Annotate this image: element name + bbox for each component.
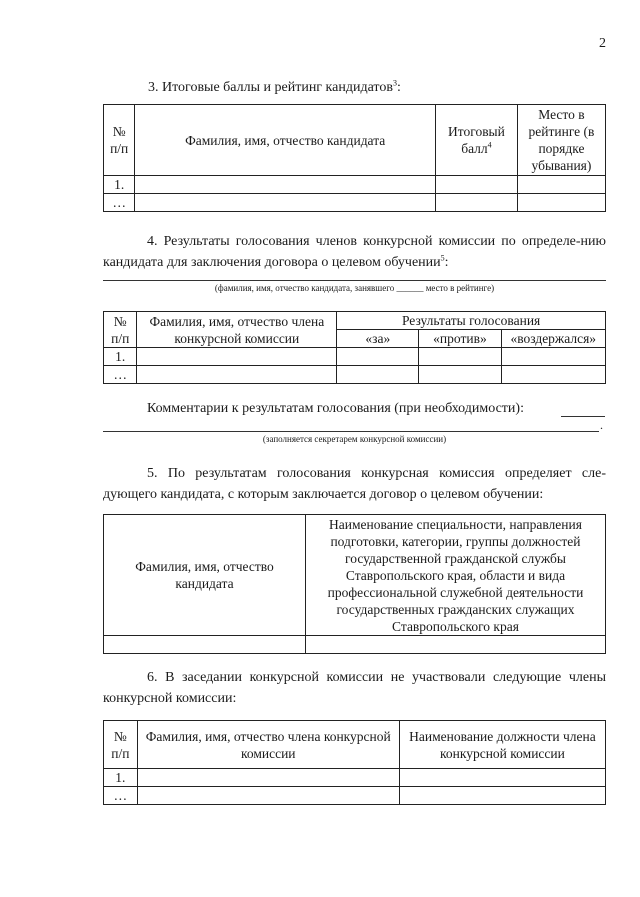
line-end-dot: . (600, 418, 603, 432)
table-row (104, 348, 606, 366)
footnote-ref-4: 4 (487, 140, 492, 150)
section-3-title-text: 3. Итоговые баллы и рейтинг кандидатов (148, 80, 393, 95)
col-header-for: «за» (337, 330, 419, 348)
comments-line (103, 431, 599, 432)
col-header-against: «против» (419, 330, 501, 348)
section-4-text-colon: : (444, 255, 449, 270)
col-header-num: № п/п (104, 105, 135, 176)
col-header-member: Фамилия, имя, отчество члена конкурсной комиссии (137, 721, 399, 769)
comments-caption: (заполняется секретарем конкурсной комиссии) (262, 434, 447, 444)
section-4-text-body: 4. Результаты голосования членов конкурсной комиссии по определе-нию кандидата для заключения договора о целевом обучении (103, 234, 606, 270)
col-header-num: № п/п (104, 312, 137, 348)
row-num: 1. (104, 176, 135, 194)
ratings-table (103, 104, 606, 212)
section-3-title (148, 78, 401, 98)
absent-members-table (103, 720, 606, 805)
col-header-specialty: Наименование специальности, направления подготовки, категории, группы должностей государственной гражданской службы Ставропольского края, области и вида профессиональной служебной деятельности государственных гражданских служащих Ставропольского края (306, 515, 606, 636)
table-row (104, 787, 606, 805)
col-header-candidate: Фамилия, имя, отчество кандидата (104, 515, 306, 636)
footnote-ref-3: 3 (392, 78, 397, 88)
col-header-place: Место в рейтинге (в порядке убывания) (517, 105, 605, 176)
row-num: … (104, 787, 138, 805)
row-num: 1. (104, 769, 138, 787)
section-3-title-colon: : (396, 80, 401, 95)
page-number: 2 (599, 36, 606, 51)
section-4-text (103, 231, 606, 273)
row-num: 1. (104, 348, 137, 366)
row-num: … (104, 366, 137, 384)
col-header-results: Результаты голосования (337, 312, 606, 330)
voting-table (103, 311, 606, 384)
table-row (104, 769, 606, 787)
row-num: … (104, 194, 135, 212)
col-header-score (435, 105, 517, 176)
table-row (104, 636, 606, 654)
col-header-abstain: «воздержался» (501, 330, 605, 348)
footnote-ref-5: 5 (440, 253, 445, 263)
section-6-text: 6. В заседании конкурсной комиссии не участвовали следующие члены конкурсной комиссии: (103, 670, 606, 706)
col-header-position: Наименование должности члена конкурсной комиссии (399, 721, 605, 769)
col-header-name: Фамилия, имя, отчество кандидата (135, 105, 436, 176)
col-header-num: № п/п (104, 721, 138, 769)
col-header-member: Фамилия, имя, отчество члена конкурсной комиссии (137, 312, 337, 348)
comments-short-line (561, 416, 605, 417)
fill-line (103, 280, 606, 281)
candidate-caption: (фамилия, имя, отчество кандидата, занявшего ______ место в рейтинге) (214, 283, 495, 293)
table-row (104, 366, 606, 384)
table-row (104, 194, 606, 212)
section-5-text: 5. По результатам голосования конкурсная комиссия определяет сле-дующего кандидата, с которым заключается договор о целевом обучении: (103, 466, 606, 502)
table-row (104, 176, 606, 194)
score-label: Итоговый балл (448, 124, 505, 156)
comments-label: Комментарии к результатам голосования (при необходимости): (147, 401, 524, 416)
selected-candidate-table (103, 514, 606, 654)
